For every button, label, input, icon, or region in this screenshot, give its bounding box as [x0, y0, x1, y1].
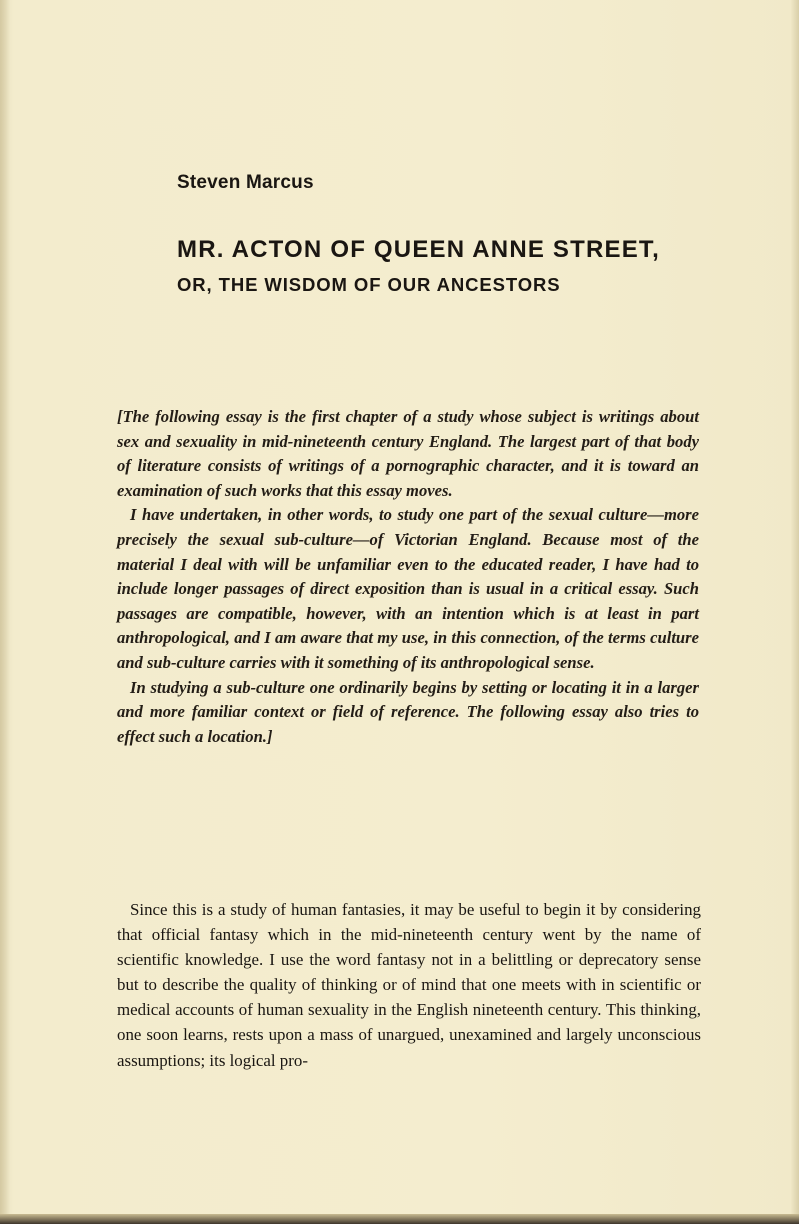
body-paragraph-1: Since this is a study of human fantasies, it may be useful to begin it by considering that official fantasy which in the mid-nineteenth century went by the name of scientific knowledge. I use the word fantasy not in a belittling or deprecatory sense but to describe the quality of thinking or of mind that one meets with in scientific or medical accounts of human sexuality in the English nineteenth century. This thinking, one soon learns, rests upon a mass of unargued, unexamined and largely unconscious assumptions; its logical pro-: [117, 900, 701, 1070]
page-gutter-shadow: [0, 0, 10, 1224]
author-name: Steven Marcus: [177, 172, 314, 193]
editorial-preface: [117, 405, 699, 749]
page-bottom-edge: [0, 1214, 799, 1224]
essay-body: [117, 897, 701, 1073]
essay-subtitle: OR, THE WISDOM OF OUR ANCESTORS: [177, 274, 561, 295]
preface-paragraph-2: I have undertaken, in other words, to study one part of the sexual culture—more precisely the sexual sub-culture—of Victorian England. Because most of the material I deal with will be unfamiliar even to the educated reader, I have had to include longer passages of direct exposition than is usual in a critical essay. Such passages are compatible, however, with an intention which is at least in part anthropological, and I am aware that my use, in this connection, of the terms culture and sub-culture carries with it something of its anthropological sense.: [117, 505, 699, 672]
page-edge: [791, 0, 799, 1224]
essay-title: MR. ACTON OF QUEEN ANNE STREET,: [177, 236, 661, 263]
preface-paragraph-3: In studying a sub-culture one ordinarily begins by setting or locating it in a larger and more familiar context or field of reference. The following essay also tries to effect such a location.]: [117, 677, 699, 746]
preface-paragraph-1: [The following essay is the first chapter of a study whose subject is writings about sex and sexuality in mid-nineteenth century England. The largest part of that body of literature consists of writings of a pornographic character, and it is toward an examination of such works that this essay moves.: [117, 407, 699, 500]
